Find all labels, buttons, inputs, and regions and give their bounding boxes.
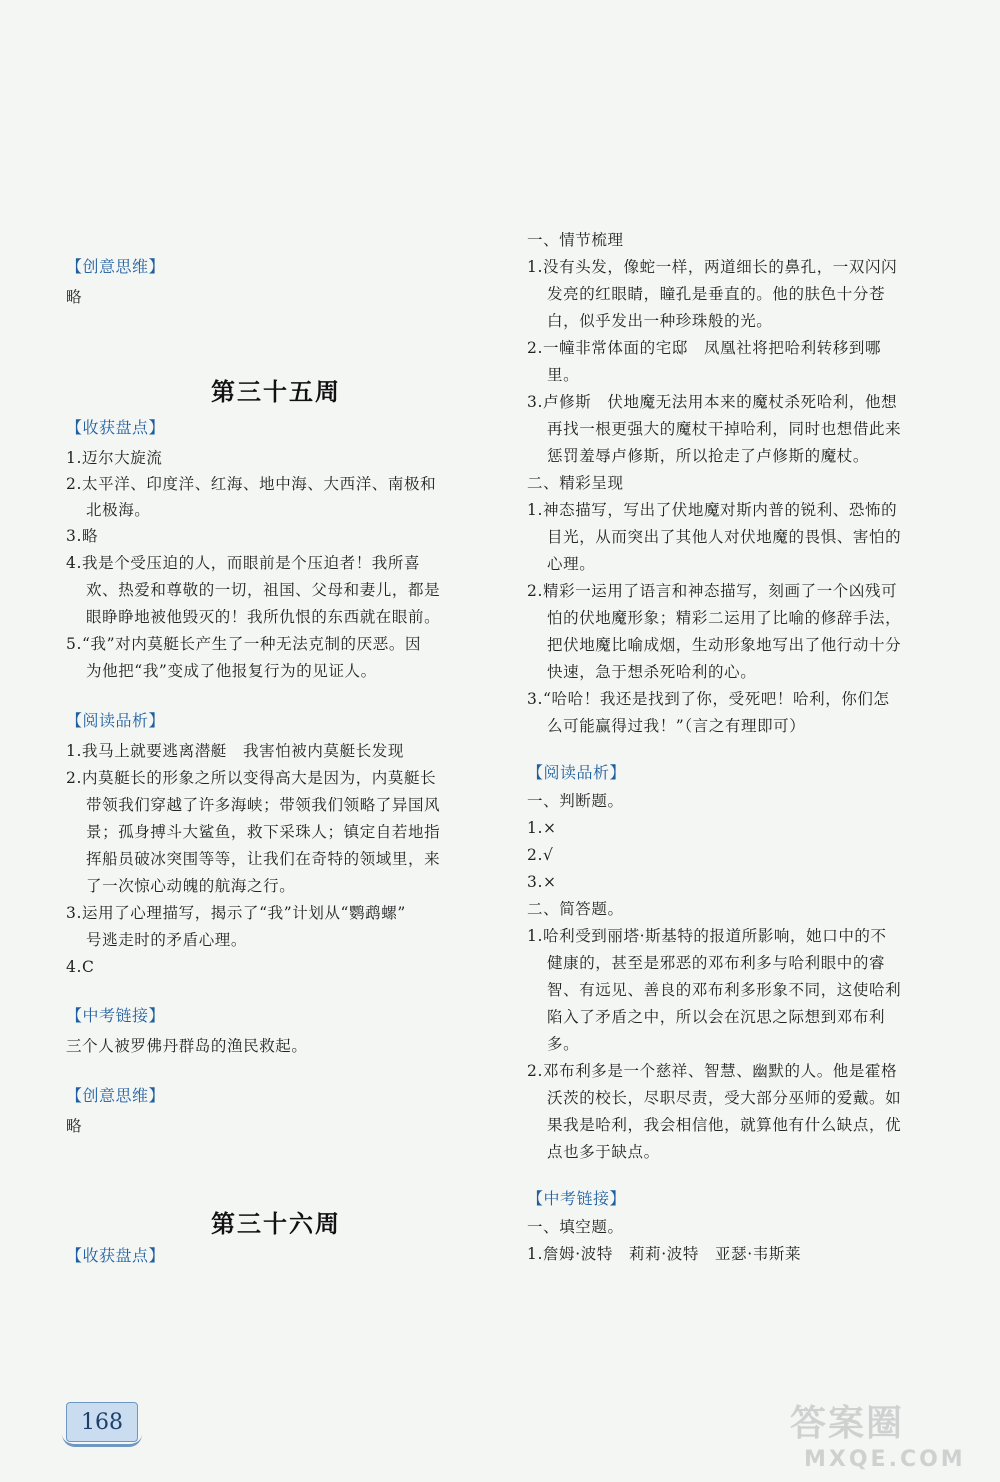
page-number: 168 — [81, 1409, 123, 1435]
short-answer-line: 陷入了矛盾之中，所以会在沉思之际想到邓布利 — [547, 1008, 886, 1026]
short-answer-line: 沃茨的校长，尽职尽责，受大部分巫师的爱戴。如 — [547, 1089, 902, 1107]
creative-answer-2: 略 — [66, 1117, 83, 1135]
wonder-line: 心理。 — [547, 555, 596, 573]
judge-answer: 3.× — [527, 873, 557, 891]
reading-line: 号逃走时的矛盾心理。 — [86, 931, 248, 949]
section-header-exam: 【中考链接】 — [66, 1006, 166, 1025]
wonder-heading: 二、精彩呈现 — [527, 474, 624, 492]
reading-line: 1.我马上就要逃离潜艇 我害怕被内莫艇长发现 — [66, 742, 404, 760]
harvest-line: 1.迈尔大旋流 — [66, 449, 163, 467]
short-answer-line: 2.邓布利多是一个慈祥、智慧、幽默的人。他是霍格 — [527, 1062, 898, 1080]
plot-heading: 一、情节梳理 — [527, 231, 624, 249]
judge-heading: 一、判断题。 — [527, 792, 624, 810]
creative-answer: 略 — [66, 288, 83, 306]
book-icon — [62, 1434, 142, 1447]
harvest-line: 为他把“我”变成了他报复行为的见证人。 — [86, 662, 377, 680]
section-header-harvest: 【收获盘点】 — [66, 418, 166, 437]
short-answer-line: 智、有远见、善良的邓布利多形象不同，这使哈利 — [547, 981, 902, 999]
reading-line: 挥船员破冰突围等等，让我们在奇特的领域里，来 — [86, 850, 441, 868]
watermark — [770, 1395, 970, 1475]
watermark-logo-text: 答案圈 — [790, 1403, 905, 1444]
week-36-title: 第三十六周 — [211, 1209, 341, 1238]
short-answer-line: 果我是哈利，我会相信他，就算他有什么缺点，优 — [547, 1116, 902, 1134]
section-header-reading: 【阅读品析】 — [66, 711, 166, 730]
harvest-line: 5.“我”对内莫艇长产生了一种无法克制的厌恶。因 — [66, 635, 422, 653]
reading-line: 2.内莫艇长的形象之所以变得高大是因为，内莫艇长 — [66, 769, 437, 787]
harvest-line: 3.略 — [66, 527, 99, 545]
section-header-reading-right: 【阅读品析】 — [527, 763, 627, 782]
plot-line: 发亮的红眼睛，瞳孔是垂直的。他的肤色十分苍 — [547, 285, 886, 303]
plot-line: 1.没有头发，像蛇一样，两道细长的鼻孔，一双闪闪 — [527, 258, 898, 276]
wonder-line: 快速，急于想杀死哈利的心。 — [547, 663, 757, 681]
wonder-line: 怕的伏地魔形象；精彩二运用了比喻的修辞手法， — [547, 609, 902, 627]
plot-line: 惩罚羞辱卢修斯，所以抢走了卢修斯的魔杖。 — [547, 447, 870, 465]
wonder-line: 1.神态描写，写出了伏地魔对斯内普的锐利、恐怖的 — [527, 501, 898, 519]
plot-line: 里。 — [547, 366, 580, 384]
reading-line: 4.C — [66, 958, 95, 976]
wonder-line: 目光，从而突出了其他人对伏地魔的畏惧、害怕的 — [547, 528, 902, 546]
short-answer-line: 健康的，甚至是邪恶的邓布利多与哈利眼中的睿 — [547, 954, 886, 972]
short-answer-heading: 二、简答题。 — [527, 900, 624, 918]
reading-line: 景；孤身搏斗大鲨鱼，救下采珠人；镇定自若地指 — [86, 823, 441, 841]
wonder-line: 3.“哈哈！我还是找到了你，受死吧！哈利，你们怎 — [527, 690, 890, 708]
reading-line: 带领我们穿越了许多海峡；带领我们领略了异国风 — [86, 796, 441, 814]
fill-answer: 1.詹姆·波特 莉莉·波特 亚瑟·韦斯莱 — [527, 1245, 802, 1263]
harvest-line: 北极海。 — [86, 501, 151, 519]
section-header-creative: 【创意思维】 — [66, 257, 166, 276]
wonder-line: 2.精彩一运用了语言和神态描写，刻画了一个凶残可 — [527, 582, 898, 600]
reading-line: 了一次惊心动魄的航海之行。 — [86, 877, 296, 895]
section-header-creative-2: 【创意思维】 — [66, 1086, 166, 1105]
plot-line: 白，似乎发出一种珍珠般的光。 — [547, 312, 773, 330]
harvest-line: 4.我是个受压迫的人，而眼前是个压迫者！我所喜 — [66, 554, 421, 572]
section-header-exam-right: 【中考链接】 — [527, 1189, 627, 1208]
week-35-title: 第三十五周 — [211, 377, 341, 406]
plot-line: 3.卢修斯 伏地魔无法用本来的魔杖杀死哈利，他想 — [527, 393, 898, 411]
harvest-line: 眼睁睁地被他毁灭的！我所仇恨的东西就在眼前。 — [86, 608, 441, 626]
harvest-line: 欢、热爱和尊敬的一切，祖国、父母和妻儿，都是 — [86, 581, 441, 599]
exam-answer: 三个人被罗佛丹群岛的渔民救起。 — [66, 1037, 308, 1055]
judge-answer: 2.√ — [527, 846, 554, 864]
fill-heading: 一、填空题。 — [527, 1218, 624, 1236]
wonder-line: 把伏地魔比喻成烟，生动形象地写出了他行动十分 — [547, 636, 902, 654]
judge-answer: 1.× — [527, 819, 557, 837]
wonder-line: 么可能赢得过我！”（言之有理即可） — [547, 717, 806, 735]
short-answer-line: 1.哈利受到丽塔·斯基特的报道所影响，她口中的不 — [527, 927, 887, 945]
harvest-line: 2.太平洋、印度洋、红海、地中海、大西洋、南极和 — [66, 475, 437, 493]
watermark-url: MXQE.COM — [804, 1447, 966, 1472]
reading-line: 3.运用了心理描写，揭示了“我”计划从“鹦鹉螺” — [66, 904, 406, 922]
short-answer-line: 点也多于缺点。 — [547, 1143, 660, 1161]
plot-line: 2.一幢非常体面的宅邸 凤凰社将把哈利转移到哪 — [527, 339, 882, 357]
section-header-harvest-2: 【收获盘点】 — [66, 1246, 166, 1265]
short-answer-line: 多。 — [547, 1035, 580, 1053]
plot-line: 再找一根更强大的魔杖干掉哈利，同时也想借此来 — [547, 420, 902, 438]
